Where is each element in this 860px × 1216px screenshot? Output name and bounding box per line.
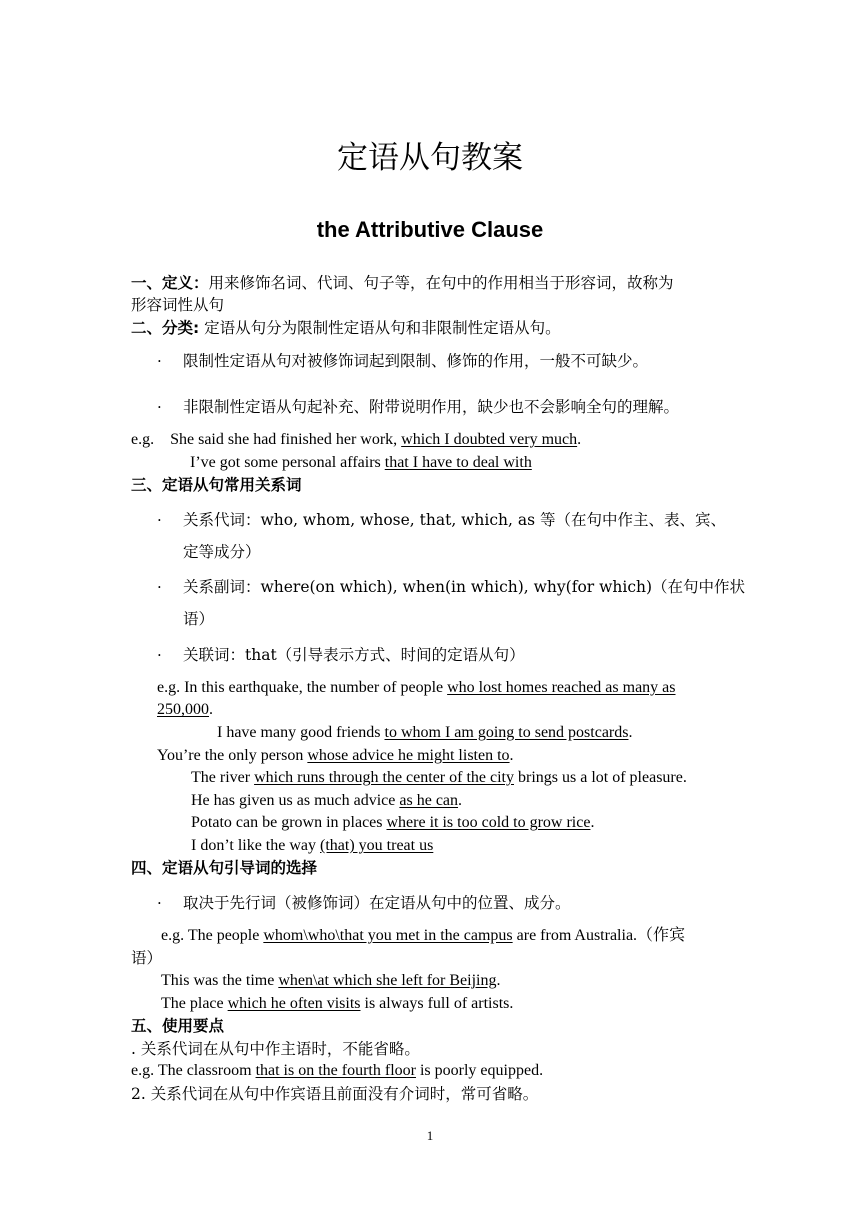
underlined-clause: which I doubted very much bbox=[401, 431, 578, 448]
bullet-dot: · bbox=[157, 511, 162, 529]
example-line: This was the time when\at which she left for Beijing. bbox=[161, 972, 501, 989]
example-line: I don’t like the way (that) you treat us bbox=[191, 837, 434, 854]
definition-text-cont: 形容词性从句 bbox=[131, 296, 225, 314]
bullet-dot: · bbox=[157, 894, 162, 912]
underlined-clause: when\at which she left for Beijing bbox=[278, 972, 497, 989]
definition-text: 用来修饰名词、代词、句子等，在句中的作用相当于形容词，故称为 bbox=[208, 274, 674, 292]
bullet-dot: · bbox=[157, 578, 162, 596]
classification-text: 定语从句分为限制性定语从句和非限制性定语从句。 bbox=[199, 319, 561, 337]
bullet-item-cont: 定等成分） bbox=[183, 543, 261, 561]
underlined-clause: which runs through the center of the city bbox=[254, 769, 514, 786]
underlined-clause: to whom I am going to send postcards bbox=[384, 724, 629, 741]
example-line: You’re the only person whose advice he might listen to. bbox=[157, 747, 514, 764]
document-title: 定语从句教案 bbox=[337, 140, 523, 176]
underlined-clause: that I have to deal with bbox=[384, 454, 532, 471]
bullet-item: 非限制性定语从句起补充、附带说明作用，缺少也不会影响全句的理解。 bbox=[183, 398, 680, 416]
bullet-item: 关系副词：where(on which), when(in which), why(for which)（在句中作状 bbox=[183, 578, 746, 596]
example-line: Potato can be grown in places where it is too cold to grow rice. bbox=[191, 814, 595, 831]
underlined-clause: as he can bbox=[399, 792, 459, 809]
underlined-clause: where it is too cold to grow rice bbox=[386, 814, 591, 831]
usage-point: 2. 关系代词在从句中作宾语且前面没有介词时，常可省略。 bbox=[131, 1085, 539, 1103]
section-heading: 二、分类: bbox=[131, 319, 200, 337]
underlined-clause: which he often visits bbox=[227, 995, 361, 1012]
page-number: 1 bbox=[426, 1128, 434, 1143]
bullet-item-cont: 语） bbox=[183, 610, 215, 628]
bullet-item: 限制性定语从句对被修饰词起到限制、修饰的作用，一般不可缺少。 bbox=[183, 352, 649, 370]
section-heading: 一、定义： bbox=[131, 274, 209, 292]
underlined-clause: 250,000 bbox=[157, 701, 209, 718]
underlined-clause: whose advice he might listen to bbox=[307, 747, 510, 764]
document-subtitle: the Attributive Clause bbox=[316, 217, 544, 242]
section-heading: 五、使用要点 bbox=[131, 1017, 225, 1035]
example-line: I have many good friends to whom I am going to send postcards. bbox=[217, 724, 633, 741]
example-line: e.g. In this earthquake, the number of people who lost homes reached as many as bbox=[157, 679, 676, 696]
bullet-item: 关系代词：who, whom, whose, that, which, as 等（在句中作主、表、宾、 bbox=[183, 511, 727, 529]
bullet-dot: · bbox=[157, 352, 162, 370]
underlined-clause: who lost homes reached as many as bbox=[447, 679, 676, 696]
example-line: He has given us as much advice as he can. bbox=[191, 792, 463, 809]
example-line: e.g. She said she had finished her work, which I doubted very much. bbox=[131, 431, 582, 448]
underlined-clause: whom\who\that you met in the campus bbox=[263, 927, 513, 944]
usage-point: . 关系代词在从句中作主语时，不能省略。 bbox=[131, 1040, 420, 1058]
section-heading: 三、定语从句常用关系词 bbox=[131, 476, 302, 494]
section-heading: 四、定语从句引导词的选择 bbox=[131, 859, 318, 877]
bullet-item: 取决于先行词（被修饰词）在定语从句中的位置、成分。 bbox=[183, 894, 571, 912]
definition-line bbox=[131, 272, 674, 294]
underlined-clause: that is on the fourth floor bbox=[255, 1062, 416, 1079]
bullet-dot: · bbox=[157, 646, 162, 664]
example-line: The river which runs through the center of the city brings us a lot of pleasure. bbox=[191, 769, 687, 786]
example-line: e.g. The people whom\who\that you met in the campus are from Australia.（作宾 bbox=[161, 927, 686, 944]
bullet-dot: · bbox=[157, 398, 162, 416]
example-line: I’ve got some personal affairs that I have to deal with bbox=[190, 454, 532, 471]
bullet-item: 关联词：that（引导表示方式、时间的定语从句） bbox=[183, 646, 525, 664]
underlined-clause: (that) you treat us bbox=[320, 837, 434, 854]
example-line-cont: 语） bbox=[131, 949, 163, 967]
classification-line bbox=[131, 317, 561, 339]
example-line: e.g. The classroom that is on the fourth floor is poorly equipped. bbox=[131, 1062, 544, 1079]
example-line: The place which he often visits is always full of artists. bbox=[161, 995, 514, 1012]
example-line: 250,000. bbox=[157, 701, 213, 718]
